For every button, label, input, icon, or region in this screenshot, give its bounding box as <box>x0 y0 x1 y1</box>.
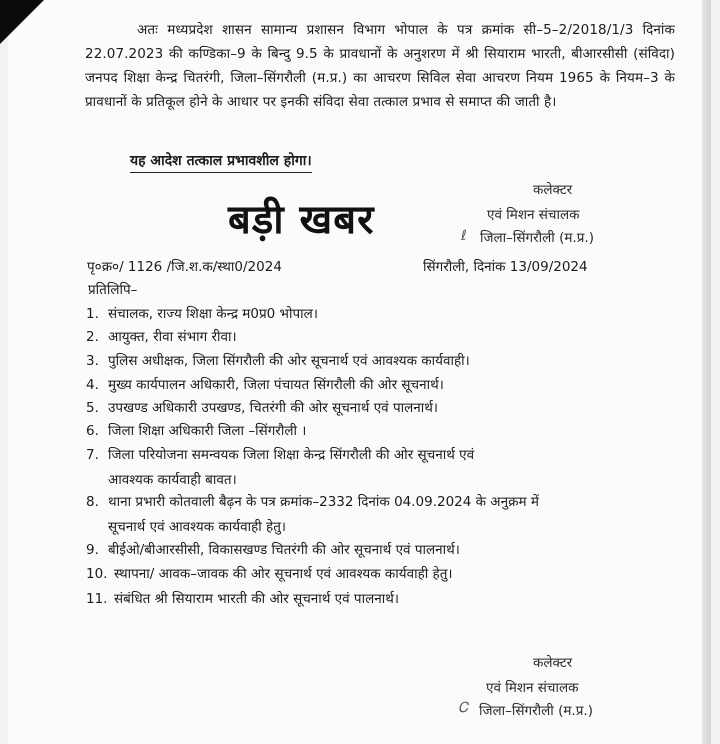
signature-scribble-icon: Ꮯ <box>458 700 468 716</box>
reference-number: पृ०क्र०/ 1126 /जि.श.क/स्था0/2024 <box>87 259 282 275</box>
list-item: 10. स्थापना/ आवक–जावक की ओर सूचनार्थ एवं आवश्यक कार्यवाही हेतु। <box>86 566 453 582</box>
signature-bottom-district: जिला–सिंगरौली (म.प्र.) <box>479 703 593 719</box>
signature-top-subtitle: एवं मिशन संचालक <box>487 207 580 223</box>
copy-list-label: प्रतिलिपि– <box>88 282 138 298</box>
list-item: 6. जिला शिक्षा अधिकारी जिला –सिंगरौली । <box>86 423 307 439</box>
list-item: 5. उपखण्ड अधिकारी उपखण्ड, चितरंगी की ओर सूचनार्थ एवं पालनार्थ। <box>86 400 439 416</box>
list-item: 7. जिला परियोजना समन्वयक जिला शिक्षा केन्द्र सिंगरौली की ओर सूचनार्थ एवं आवश्यक कार्यवाही बावत। <box>86 447 475 488</box>
headline-banner: बड़ी खबर <box>228 197 375 243</box>
page-edge-shadow <box>702 0 711 744</box>
list-item: 11. संबंधित श्री सियाराम भारती की ओर सूचनार्थ एवं पालनार्थ। <box>86 591 399 607</box>
dark-corner <box>0 0 44 44</box>
signature-scribble-icon: ℓ <box>461 228 467 244</box>
list-item: 3. पुलिस अधीक्षक, जिला सिंगरौली की ओर सूचनार्थ एवं आवश्यक कार्यवाही। <box>86 353 470 369</box>
list-item: 9. बीईओ/बीआरसीसी, विकासखण्ड चितरंगी की ओर सूचनार्थ एवं पालनार्थ। <box>86 542 460 558</box>
list-item: 2. आयुक्त, रीवा संभाग रीवा। <box>86 329 237 345</box>
list-item: 8. थाना प्रभारी कोतवाली बैढ़न के पत्र क्रमांक–2332 दिनांक 04.09.2024 के अनुक्रम में सूचनार्थ एवं आवश्यक कार्यवाही हेतु। <box>86 494 539 535</box>
body-paragraph: अतः मध्यप्रदेश शासन सामान्य प्रशासन विभाग भोपाल के पत्र क्रमांक सी–5–2/2018/1/3 दिनांक 22.07.2023 की कण्डिका–9 के बिन्दु 9.5 के प्रावधानों के अनुशरण में श्री सियाराम भारती, बीआरसीसी (संविदा) जनपद शिक्षा केन्द्र चितरंगी, जिला–सिंगरौली (म.प्र.) का आचरण सिविल सेवा आचरण नियम 1965 के नियम–3 के प्रावधानों के प्रतिकूल होने के आधार पर इनकी संविदा सेवा तत्काल प्रभाव से समाप्त की जाती है। <box>85 22 675 110</box>
signature-top-district: जिला–सिंगरौली (म.प्र.) <box>480 230 594 246</box>
signature-bottom-title: कलेक्टर <box>533 655 573 671</box>
signature-bottom-subtitle: एवं मिशन संचालक <box>486 680 579 696</box>
order-effective-line: यह आदेश तत्काल प्रभावशील होगा। <box>130 151 312 173</box>
list-item: 1. संचालक, राज्य शिक्षा केन्द्र म0प्र0 भोपाल। <box>86 306 318 322</box>
signature-top-title: कलेक्टर <box>533 182 573 198</box>
list-item: 4. मुख्य कार्यपालन अधिकारी, जिला पंचायत सिंगरौली की ओर सूचनार्थ। <box>86 377 444 393</box>
reference-place-date: सिंगरौली, दिनांक 13/09/2024 <box>423 259 588 275</box>
